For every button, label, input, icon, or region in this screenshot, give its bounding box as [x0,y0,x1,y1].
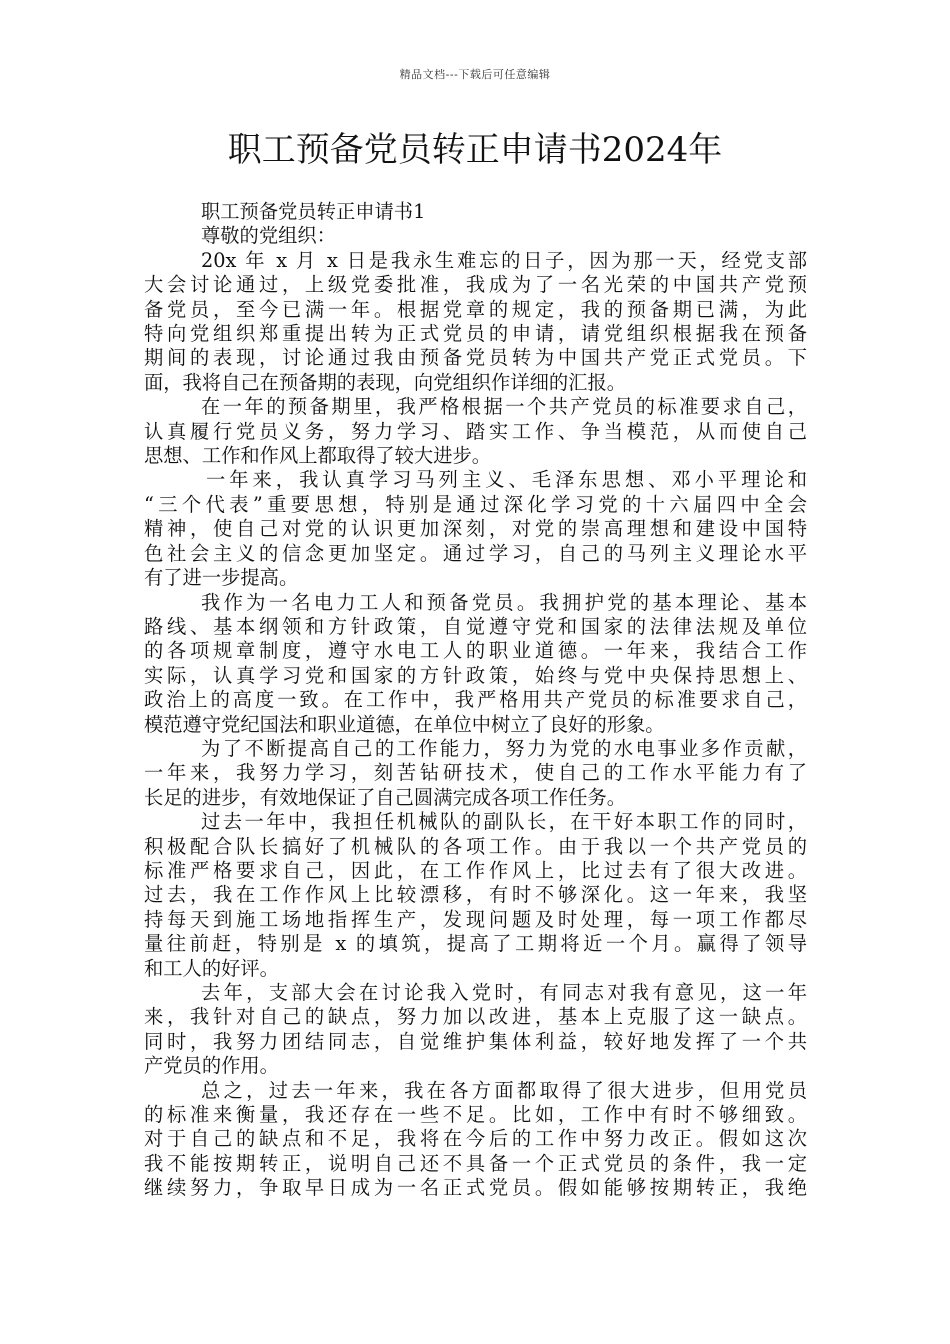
body-line: 精神，使自己对党的认识更加深刻，对党的崇高理想和建设中国特 [144,517,807,541]
body-line: 大会讨论通过，上级党委批准，我成为了一名光荣的中国共产党预 [144,273,807,297]
body-line: 继续努力，争取早日成为一名正式党员。假如能够按期转正，我绝 [144,1176,807,1200]
body-line: 实际，认真学习党和国家的方针政策，始终与党中央保持思想上、 [144,663,807,687]
body-line: 备党员，至今已满一年。根据党章的规定，我的预备期已满，为此 [144,297,807,321]
body-line: 同时，我努力团结同志，自觉维护集体利益，较好地发挥了一个共 [144,1029,807,1053]
body-line: 过去，我在工作作风上比较漂移，有时不够深化。这一年来，我坚 [144,883,807,907]
body-line: 有了进一步提高。 [144,566,299,590]
body-line: 长足的进步，有效地保证了自己圆满完成各项工作任务。 [144,785,627,809]
body-line: 我作为一名电力工人和预备党员。我拥护党的基本理论、基本 [201,590,807,614]
body-line: 面，我将自己在预备期的表现，向党组织作详细的汇报。 [144,370,627,394]
body-line: 对于自己的缺点和不足，我将在今后的工作中努力改正。假如这次 [144,1127,807,1151]
body-line: 在一年的预备期里，我严格根据一个共产党员的标准要求自己， [201,395,807,419]
body-line: 为了不断提高自己的工作能力，努力为党的水电事业多作贡献， [201,736,807,760]
body-line: 产党员的作用。 [144,1054,279,1078]
body-line: 思想、工作和作风上都取得了较大进步。 [144,444,492,468]
body-line: 的各项规章制度，遵守水电工人的职业道德。一年来，我结合工作 [144,639,807,663]
body-line: 色社会主义的信念更加坚定。通过学习，自己的马列主义理论水平 [144,541,807,565]
body-line: 的标准来衡量，我还存在一些不足。比如，工作中有时不够细致。 [144,1103,807,1127]
body-line: 政治上的高度一致。在工作中，我严格用共产党员的标准要求自己， [144,688,807,712]
body-line: 和工人的好评。 [144,956,279,980]
document-title: 职工预备党员转正申请书2024年 [227,130,723,170]
body-line: 我不能按期转正，说明自己还不具备一个正式党员的条件，我一定 [144,1151,807,1175]
body-line: 一年来，我努力学习，刻苦钻研技术，使自己的工作水平能力有了 [144,761,807,785]
body-line: 特向党组织郑重提出转为正式党员的申请，请党组织根据我在预备 [144,322,807,346]
body-line: 路线、基本纲领和方针政策，自觉遵守党和国家的法律法规及单位 [144,614,807,638]
body-line: 量往前赶，特别是 x 的填筑，提高了工期将近一个月。赢得了领导 [144,932,807,956]
body-line: 标准严格要求自己，因此，在工作作风上，比过去有了很大改进。 [144,858,807,882]
body-line: 认真履行党员义务，努力学习、踏实工作、争当模范，从而使自己 [144,419,807,443]
document-body [144,200,807,1201]
section-heading: 职工预备党员转正申请书1 [201,200,426,223]
body-line: 持每天到施工场地指挥生产，发现问题及时处理，每一项工作都尽 [144,907,807,931]
body-line: 20x 年 x 月 x 日是我永生难忘的日子，因为那一天，经党支部 [201,248,807,272]
body-line: 总之，过去一年来，我在各方面都取得了很大进步，但用党员 [201,1078,807,1102]
body-line: 来，我针对自己的缺点，努力加以改进，基本上克服了这一缺点。 [144,1005,807,1029]
body-line: 一年来，我认真学习马列主义、毛泽东思想、邓小平理论和 [206,468,807,492]
body-line: 模范遵守党纪国法和职业道德，在单位中树立了良好的形象。 [144,712,665,736]
body-line: 积极配合队长搞好了机械队的各项工作。由于我以一个共产党员的 [144,834,807,858]
body-line: 去年，支部大会在讨论我入党时，有同志对我有意见，这一年 [201,981,807,1004]
body-line: 过去一年中，我担任机械队的副队长，在干好本职工作的同时， [201,810,807,834]
body-line: “三个代表”重要思想，特别是通过深化学习党的十六届四中全会 [144,492,807,516]
salutation: 尊敬的党组织： [201,224,336,248]
body-line: 期间的表现，讨论通过我由预备党员转为中国共产党正式党员。下 [144,346,807,370]
header-note: 精品文档---下载后可任意编辑 [399,68,551,81]
